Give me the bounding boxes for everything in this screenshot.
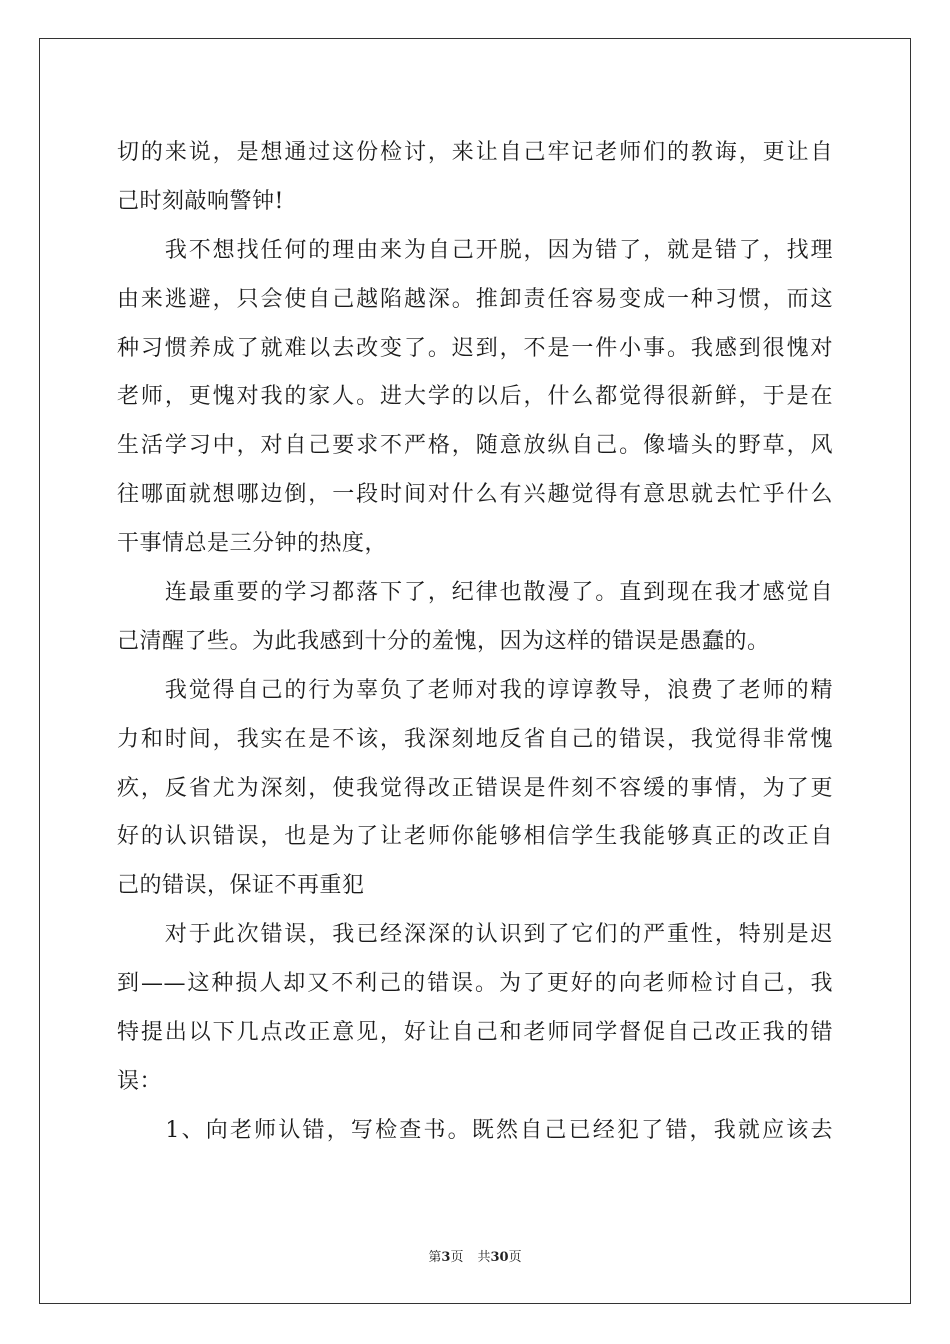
text-line: 生活学习中，对自己要求不严格，随意放纵自己。像墙头的野草，风 <box>117 433 833 459</box>
text-line: 力和时间，我实在是不该，我深刻地反省自己的错误，我觉得非常愧 <box>117 726 833 752</box>
text-line: 由来逃避，只会使自己越陷越深。推卸责任容易变成一种习惯，而这 <box>117 286 833 312</box>
footer-page-prefix: 第 <box>428 1250 442 1265</box>
text-line: 己清醒了些。为此我感到十分的羞愧，因为这样的错误是愚蠢的。 <box>117 628 770 654</box>
text-line: 特提出以下几点改正意见，好让自己和老师同学督促自己改正我的错 <box>117 1020 833 1046</box>
text-line: 误： <box>117 1068 163 1094</box>
text-line: 疚，反省尤为深刻，使我觉得改正错误是件刻不容缓的事情，为了更 <box>117 775 833 801</box>
text-line: 1、向老师认错，写检查书。既然自己已经犯了错，我就应该去 <box>117 1117 833 1143</box>
text-line: 对于此次错误，我已经深深的认识到了它们的严重性，特别是迟 <box>117 922 833 948</box>
text-line: 我不想找任何的理由来为自己开脱，因为错了，就是错了，找理 <box>117 237 833 263</box>
text-line: 连最重要的学习都落下了，纪律也散漫了。直到现在我才感觉自 <box>117 580 833 606</box>
document-body <box>117 129 833 1156</box>
text-line: 到——这种损人却又不利己的错误。为了更好的向老师检讨自己，我 <box>117 971 833 997</box>
text-line: 往哪面就想哪边倒，一段时间对什么有兴趣觉得有意思就去忙乎什么 <box>117 482 833 508</box>
text-line: 切的来说，是想通过这份检讨，来让自己牢记老师们的教诲，更让自 <box>117 140 833 165</box>
footer-total-prefix: 共 <box>477 1250 491 1265</box>
page-footer <box>0 1246 950 1265</box>
footer-page-suffix: 页 <box>450 1250 464 1265</box>
text-line: 我觉得自己的行为辜负了老师对我的谆谆教导，浪费了老师的精 <box>117 677 833 703</box>
footer-total-suffix: 页 <box>508 1250 522 1265</box>
text-line: 己的错误，保证不再重犯 <box>117 873 365 899</box>
text-line: 种习惯养成了就难以去改变了。迟到，不是一件小事。我感到很愧对 <box>117 335 833 361</box>
text-line: 干事情总是三分钟的热度， <box>117 531 388 557</box>
footer-current-page: 3 <box>441 1250 451 1265</box>
text-line: 老师，更愧对我的家人。进大学的以后，什么都觉得很新鲜，于是在 <box>117 384 833 410</box>
text-line: 好的认识错误，也是为了让老师你能够相信学生我能够真正的改正自 <box>117 824 833 850</box>
footer-total-pages: 30 <box>490 1250 509 1265</box>
text-line: 己时刻敲响警钟! <box>117 188 284 214</box>
